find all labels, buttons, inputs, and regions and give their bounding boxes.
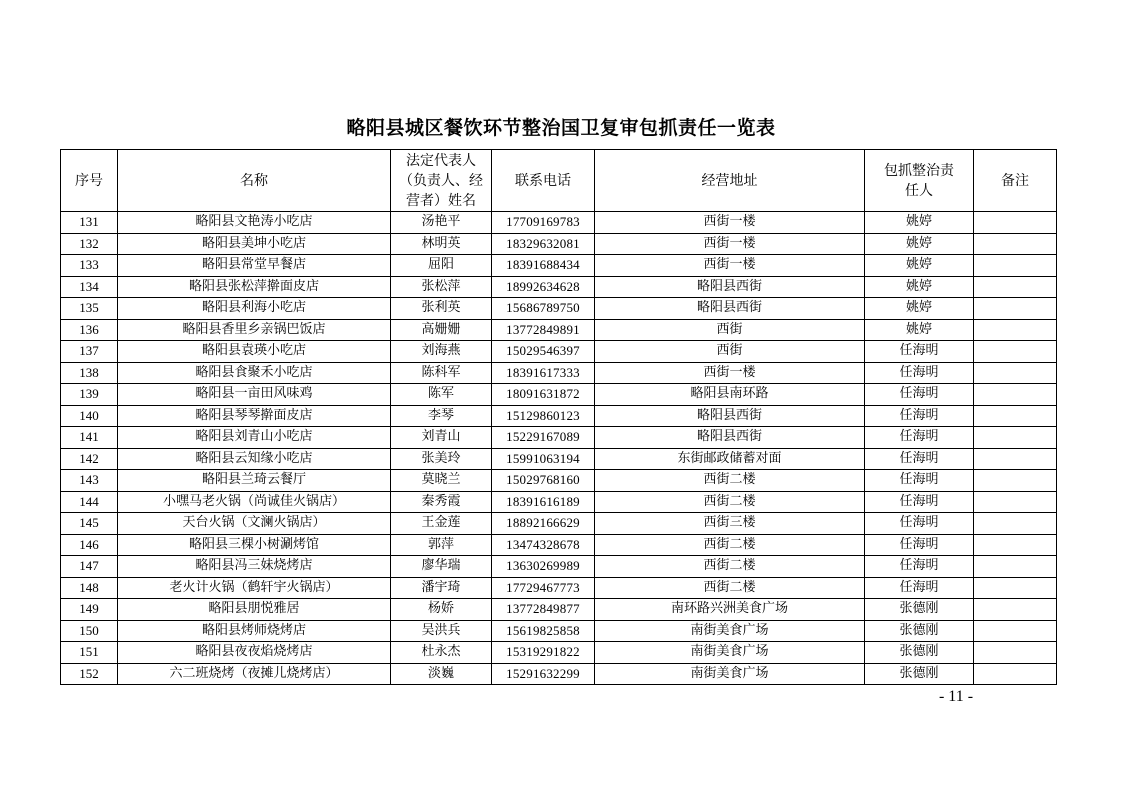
cell-responsible: 任海明 bbox=[865, 534, 974, 556]
cell-address: 西街一楼 bbox=[595, 233, 865, 255]
cell-responsible: 任海明 bbox=[865, 405, 974, 427]
cell-note bbox=[974, 513, 1057, 535]
header-note: 备注 bbox=[974, 150, 1057, 212]
cell-representative: 廖华瑞 bbox=[391, 556, 492, 578]
cell-phone: 15029768160 bbox=[492, 470, 595, 492]
cell-name: 略阳县刘青山小吃店 bbox=[118, 427, 391, 449]
cell-address: 南环路兴洲美食广场 bbox=[595, 599, 865, 621]
table-row bbox=[61, 255, 1057, 277]
cell-responsible: 姚婷 bbox=[865, 298, 974, 320]
cell-note bbox=[974, 276, 1057, 298]
cell-index: 136 bbox=[61, 319, 118, 341]
cell-index: 138 bbox=[61, 362, 118, 384]
cell-address: 西街一楼 bbox=[595, 362, 865, 384]
cell-index: 132 bbox=[61, 233, 118, 255]
header-rep-line1: 法定代表人 bbox=[406, 152, 476, 169]
cell-representative: 莫晓兰 bbox=[391, 470, 492, 492]
cell-phone: 15991063194 bbox=[492, 448, 595, 470]
cell-responsible: 任海明 bbox=[865, 362, 974, 384]
cell-index: 137 bbox=[61, 341, 118, 363]
table-body bbox=[61, 212, 1057, 685]
cell-note bbox=[974, 319, 1057, 341]
cell-name: 略阳县烤师烧烤店 bbox=[118, 620, 391, 642]
cell-name: 略阳县朋悦雅居 bbox=[118, 599, 391, 621]
cell-responsible: 任海明 bbox=[865, 384, 974, 406]
cell-index: 151 bbox=[61, 642, 118, 664]
cell-phone: 18329632081 bbox=[492, 233, 595, 255]
cell-note bbox=[974, 405, 1057, 427]
cell-representative: 淡巍 bbox=[391, 663, 492, 685]
table-row bbox=[61, 276, 1057, 298]
cell-index: 145 bbox=[61, 513, 118, 535]
cell-index: 140 bbox=[61, 405, 118, 427]
cell-representative: 陈军 bbox=[391, 384, 492, 406]
cell-name: 略阳县云知缘小吃店 bbox=[118, 448, 391, 470]
cell-representative: 李琴 bbox=[391, 405, 492, 427]
cell-note bbox=[974, 470, 1057, 492]
cell-name: 略阳县夜夜焰烧烤店 bbox=[118, 642, 391, 664]
cell-index: 131 bbox=[61, 212, 118, 234]
cell-note bbox=[974, 556, 1057, 578]
table-row bbox=[61, 212, 1057, 234]
cell-index: 149 bbox=[61, 599, 118, 621]
cell-address: 略阳县西街 bbox=[595, 276, 865, 298]
cell-phone: 18391616189 bbox=[492, 491, 595, 513]
header-name: 名称 bbox=[118, 150, 391, 212]
cell-note bbox=[974, 212, 1057, 234]
table-row bbox=[61, 642, 1057, 664]
table-row bbox=[61, 599, 1057, 621]
cell-address: 南街美食广场 bbox=[595, 620, 865, 642]
cell-responsible: 姚婷 bbox=[865, 319, 974, 341]
table-row bbox=[61, 405, 1057, 427]
cell-representative: 张美玲 bbox=[391, 448, 492, 470]
cell-responsible: 姚婷 bbox=[865, 212, 974, 234]
cell-responsible: 任海明 bbox=[865, 577, 974, 599]
cell-note bbox=[974, 341, 1057, 363]
cell-note bbox=[974, 491, 1057, 513]
table-row bbox=[61, 620, 1057, 642]
cell-index: 135 bbox=[61, 298, 118, 320]
cell-name: 略阳县张松萍擀面皮店 bbox=[118, 276, 391, 298]
header-rep-line2: （负责人、经 bbox=[399, 172, 483, 189]
cell-responsible: 张德刚 bbox=[865, 599, 974, 621]
page-number: - 11 - bbox=[938, 688, 974, 705]
cell-address: 西街二楼 bbox=[595, 534, 865, 556]
table-row bbox=[61, 341, 1057, 363]
cell-phone: 15619825858 bbox=[492, 620, 595, 642]
cell-responsible: 任海明 bbox=[865, 341, 974, 363]
responsibility-table bbox=[60, 149, 1057, 685]
cell-address: 略阳县西街 bbox=[595, 427, 865, 449]
cell-responsible: 张德刚 bbox=[865, 620, 974, 642]
table-row bbox=[61, 362, 1057, 384]
cell-index: 150 bbox=[61, 620, 118, 642]
cell-index: 148 bbox=[61, 577, 118, 599]
cell-phone: 15291632299 bbox=[492, 663, 595, 685]
cell-note bbox=[974, 298, 1057, 320]
cell-name: 略阳县三棵小树涮烤馆 bbox=[118, 534, 391, 556]
header-row bbox=[61, 150, 1057, 212]
cell-note bbox=[974, 255, 1057, 277]
cell-phone: 15319291822 bbox=[492, 642, 595, 664]
cell-representative: 刘青山 bbox=[391, 427, 492, 449]
cell-note bbox=[974, 663, 1057, 685]
cell-responsible: 姚婷 bbox=[865, 233, 974, 255]
cell-phone: 15029546397 bbox=[492, 341, 595, 363]
cell-note bbox=[974, 620, 1057, 642]
cell-representative: 秦秀霞 bbox=[391, 491, 492, 513]
cell-phone: 18391617333 bbox=[492, 362, 595, 384]
cell-address: 西街 bbox=[595, 319, 865, 341]
cell-representative: 高姗姗 bbox=[391, 319, 492, 341]
cell-name: 略阳县一亩田风味鸡 bbox=[118, 384, 391, 406]
table-row bbox=[61, 470, 1057, 492]
cell-note bbox=[974, 599, 1057, 621]
cell-phone: 18391688434 bbox=[492, 255, 595, 277]
cell-phone: 17709169783 bbox=[492, 212, 595, 234]
cell-responsible: 姚婷 bbox=[865, 276, 974, 298]
cell-address: 西街二楼 bbox=[595, 491, 865, 513]
table-row bbox=[61, 427, 1057, 449]
table-row bbox=[61, 577, 1057, 599]
cell-name: 略阳县袁瑛小吃店 bbox=[118, 341, 391, 363]
table-row bbox=[61, 448, 1057, 470]
table-row bbox=[61, 319, 1057, 341]
cell-address: 西街二楼 bbox=[595, 577, 865, 599]
cell-address: 略阳县西街 bbox=[595, 298, 865, 320]
cell-note bbox=[974, 642, 1057, 664]
cell-phone: 13630269989 bbox=[492, 556, 595, 578]
cell-index: 142 bbox=[61, 448, 118, 470]
cell-representative: 张松萍 bbox=[391, 276, 492, 298]
header-address: 经营地址 bbox=[595, 150, 865, 212]
cell-representative: 林明英 bbox=[391, 233, 492, 255]
cell-index: 152 bbox=[61, 663, 118, 685]
cell-name: 略阳县利海小吃店 bbox=[118, 298, 391, 320]
cell-index: 133 bbox=[61, 255, 118, 277]
table-row bbox=[61, 556, 1057, 578]
cell-phone: 13474328678 bbox=[492, 534, 595, 556]
cell-address: 西街三楼 bbox=[595, 513, 865, 535]
cell-note bbox=[974, 427, 1057, 449]
cell-phone: 18992634628 bbox=[492, 276, 595, 298]
header-rep-line3: 营者）姓名 bbox=[406, 192, 476, 209]
cell-responsible: 张德刚 bbox=[865, 663, 974, 685]
cell-index: 146 bbox=[61, 534, 118, 556]
header-resp-line2: 任人 bbox=[905, 182, 933, 199]
header-resp-line1: 包抓整治责 bbox=[884, 162, 954, 179]
header-index: 序号 bbox=[61, 150, 118, 212]
cell-note bbox=[974, 233, 1057, 255]
cell-index: 139 bbox=[61, 384, 118, 406]
cell-index: 143 bbox=[61, 470, 118, 492]
cell-phone: 13772849891 bbox=[492, 319, 595, 341]
cell-name: 略阳县文艳涛小吃店 bbox=[118, 212, 391, 234]
cell-phone: 15229167089 bbox=[492, 427, 595, 449]
cell-index: 147 bbox=[61, 556, 118, 578]
cell-name: 略阳县美坤小吃店 bbox=[118, 233, 391, 255]
cell-name: 小嘿马老火锅（尚诚佳火锅店） bbox=[118, 491, 391, 513]
cell-index: 144 bbox=[61, 491, 118, 513]
cell-representative: 杜永杰 bbox=[391, 642, 492, 664]
cell-representative: 张利英 bbox=[391, 298, 492, 320]
cell-responsible: 任海明 bbox=[865, 427, 974, 449]
table-row bbox=[61, 534, 1057, 556]
cell-representative: 汤艳平 bbox=[391, 212, 492, 234]
table-row bbox=[61, 513, 1057, 535]
cell-address: 西街一楼 bbox=[595, 212, 865, 234]
table-row bbox=[61, 233, 1057, 255]
cell-address: 东街邮政储蓄对面 bbox=[595, 448, 865, 470]
cell-note bbox=[974, 577, 1057, 599]
table-row bbox=[61, 663, 1057, 685]
cell-name: 略阳县香里乡亲锅巴饭店 bbox=[118, 319, 391, 341]
cell-responsible: 任海明 bbox=[865, 491, 974, 513]
cell-phone: 17729467773 bbox=[492, 577, 595, 599]
cell-phone: 18091631872 bbox=[492, 384, 595, 406]
cell-address: 西街二楼 bbox=[595, 470, 865, 492]
cell-name: 略阳县冯三妹烧烤店 bbox=[118, 556, 391, 578]
cell-representative: 潘宇琦 bbox=[391, 577, 492, 599]
cell-address: 略阳县南环路 bbox=[595, 384, 865, 406]
cell-phone: 15686789750 bbox=[492, 298, 595, 320]
cell-phone: 13772849877 bbox=[492, 599, 595, 621]
cell-address: 南街美食广场 bbox=[595, 663, 865, 685]
cell-name: 略阳县常堂早餐店 bbox=[118, 255, 391, 277]
cell-responsible: 张德刚 bbox=[865, 642, 974, 664]
cell-representative: 刘海燕 bbox=[391, 341, 492, 363]
page-title: 略阳县城区餐饮环节整治国卫复审包抓责任一览表 bbox=[346, 117, 776, 139]
header-phone: 联系电话 bbox=[492, 150, 595, 212]
cell-note bbox=[974, 362, 1057, 384]
cell-name: 略阳县琴琴擀面皮店 bbox=[118, 405, 391, 427]
cell-name: 天台火锅（文澜火锅店） bbox=[118, 513, 391, 535]
cell-responsible: 姚婷 bbox=[865, 255, 974, 277]
cell-note bbox=[974, 534, 1057, 556]
table-row bbox=[61, 384, 1057, 406]
cell-representative: 陈科军 bbox=[391, 362, 492, 384]
header-responsible bbox=[865, 150, 974, 212]
cell-responsible: 任海明 bbox=[865, 556, 974, 578]
cell-representative: 郭萍 bbox=[391, 534, 492, 556]
cell-representative: 屈阳 bbox=[391, 255, 492, 277]
cell-responsible: 任海明 bbox=[865, 448, 974, 470]
cell-note bbox=[974, 384, 1057, 406]
cell-responsible: 任海明 bbox=[865, 513, 974, 535]
table-row bbox=[61, 298, 1057, 320]
cell-name: 略阳县食聚禾小吃店 bbox=[118, 362, 391, 384]
cell-address: 西街 bbox=[595, 341, 865, 363]
cell-representative: 吴洪兵 bbox=[391, 620, 492, 642]
cell-address: 西街一楼 bbox=[595, 255, 865, 277]
cell-phone: 18892166629 bbox=[492, 513, 595, 535]
cell-address: 略阳县西街 bbox=[595, 405, 865, 427]
cell-phone: 15129860123 bbox=[492, 405, 595, 427]
cell-address: 南街美食广场 bbox=[595, 642, 865, 664]
cell-name: 六二班烧烤（夜摊儿烧烤店） bbox=[118, 663, 391, 685]
cell-representative: 杨娇 bbox=[391, 599, 492, 621]
cell-name: 老火计火锅（鹤轩宇火锅店） bbox=[118, 577, 391, 599]
cell-index: 134 bbox=[61, 276, 118, 298]
table-row bbox=[61, 491, 1057, 513]
header-representative bbox=[391, 150, 492, 212]
cell-note bbox=[974, 448, 1057, 470]
cell-index: 141 bbox=[61, 427, 118, 449]
cell-responsible: 任海明 bbox=[865, 470, 974, 492]
cell-representative: 王金莲 bbox=[391, 513, 492, 535]
cell-name: 略阳县兰琦云餐厅 bbox=[118, 470, 391, 492]
cell-address: 西街二楼 bbox=[595, 556, 865, 578]
